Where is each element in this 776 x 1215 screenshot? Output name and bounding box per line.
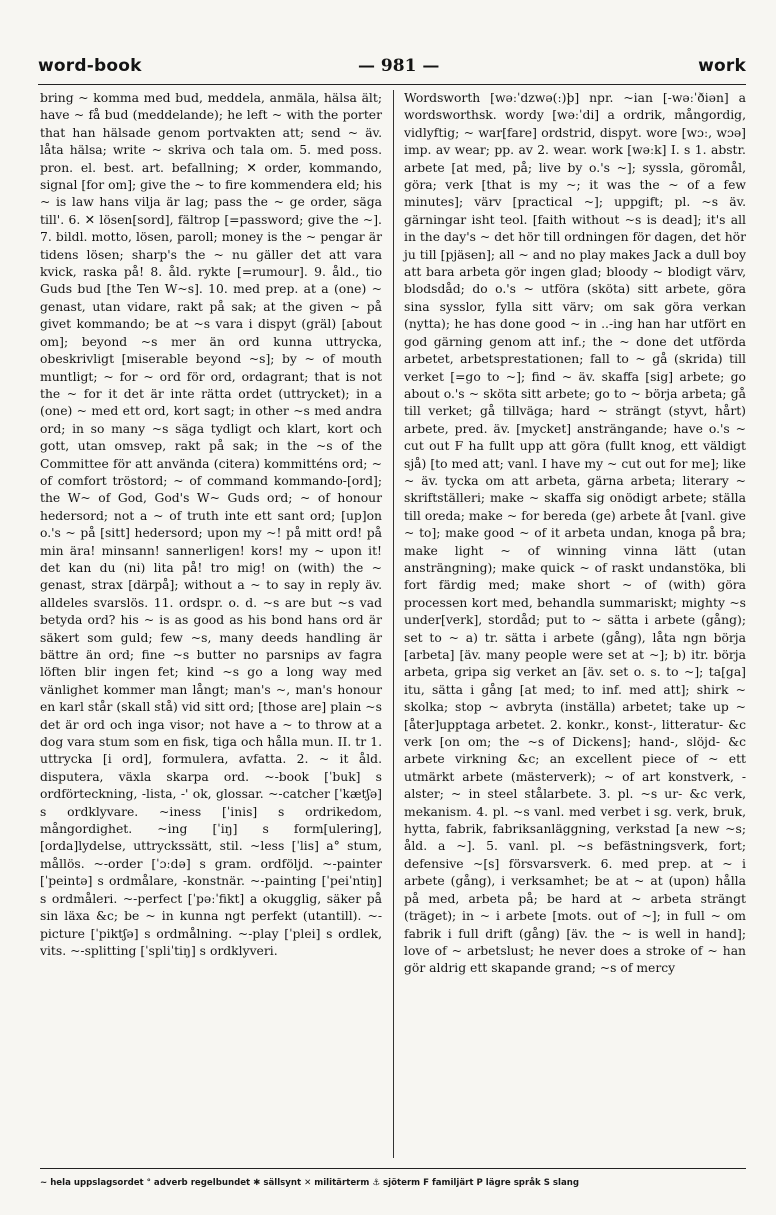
legend-text: ~ hela uppslagsordet ° adverb regelbundet ✱ sällsynt ✕ militärterm ⚓ sjöterm F familjärt P lägre språk S slang xyxy=(40,1178,580,1188)
left-column-text: bring ~ komma med bud, meddela, anmäla, hälsa ält; have ~ få bud (meddelande); he left ~ with the porter that han hälsade genom portvakten att; send ~ äv. låta hälsa; write ~ skriva och tala om. 5. med poss. pron. el. best. art. befallning; ✕ order, kommando, signal [for om]; give the ~ to fire kommendera eld; his ~ is law hans vilja är lag; pass the ~ ge order, säga till'. 6. ✕ lösen[sord], fältrop [=password; give the ~]. 7. bildl. motto, lösen, paroll; money is the ~ pengar är tidens lösen; sharp's the ~ nu gäller det att vara kvick, raska på! 8. åld. rykte [=rumour]. 9. åld., tio Guds bud [the Ten W~s]. 10. med prep. at a (one) ~ genast, utan vidare, rakt på sak; at the given ~ på givet kommando; be at ~s vara i dispyt (gräl) [about om]; beyond ~s mer än ord kunna uttrycka, obeskrivligt [miserable beyond ~s]; by ~ of mouth muntligt; ~ for ~ ord för ord, ordagrant; that is not the ~ for it det är inte rätta ordet (uttrycket); in a (one) ~ med ett ord, kort sagt; in other ~s med andra ord; in so many ~s säga tydligt och klart, kort och gott, utan omsvep, rakt på sak; in the ~s of the Committee för att använda (citera) kommitténs ord; ~ of comfort tröstord; ~ of command kommando-[ord]; the W~ of God, God's W~ Guds ord; ~ of honour hedersord; not a ~ of truth inte ett sant ord; [up]on o.'s ~ på [sitt] hedersord; upon my ~! på mitt ord! på min ära! minsann! sannerligen! kors! my ~ upon it! det kan du (ni) lita på! tro mig! on (with) the ~ genast, strax [därpå]; without a ~ to say in reply äv. alldeles svarslös. 11. ordspr. o. d. ~s are but ~s vad betyda ord? his ~ is as good as his bond hans ord är säkert som guld; few ~s, many deeds handling är bättre än ord; fine ~s butter no parsnips av fagra löften blir ingen fet; kind ~s go a long way med vänlighet kommer man långt; man's ~, man's honour en karl står (skall stå) vid sitt ord; [those are] plain ~s det är ord och inga visor; not have a ~ to throw at a dog vara stum som en fisk, tiga och hålla mun. II. tr 1. uttrycka [i ord], formulera, avfatta. 2. ~ it åld. disputera, växla skarpa ord. ~-book [ˈbuk] s ordförteckning, -lista, -' ok, glossar. ~-catcher [ˈkætʃə] s ordklyvare. ~iness [ˈinis] s ordrikedom, mångordighet. ~ing [ˈiŋ] s form[ulering], [orda]lydelse, uttryckssätt, stil. ~less [ˈlis] a° stum, mållös. ~-order [ˈɔːdə] s gram. ordföljd. ~-painter [ˈpeintə] s ordmålare, -konstnär. ~-painting [ˈpeiˈntiŋ] s ordmåleri. ~-perfect [ˈpəːˈfikt] a okugglig, säker på sin läxa &c; be ~ in kunna ngt perfekt (utantill). ~-picture [ˈpiktʃə] s ordmålning. ~-play [ˈplei] s ordlek, vits. ~-splitting [ˈspliˈtiŋ] s ordklyveri. xyxy=(40,91,382,958)
page-number: — 981 — xyxy=(358,56,440,76)
left-guide-word: word-book xyxy=(38,56,142,76)
abbreviation-legend xyxy=(40,1168,746,1197)
right-column xyxy=(393,90,746,1158)
left-column xyxy=(40,90,393,1158)
text-columns xyxy=(40,90,746,1158)
page-header xyxy=(38,48,746,85)
right-guide-word: work xyxy=(698,56,746,76)
right-column-text: Wordsworth [wəːˈdzwə(ː)þ] npr. ~ian [-wəːˈðiən] a wordsworthsk. wordy [wəːˈdi] a ordrik, mångordig, vidlyftig; ~ war[fare] ordstrid, dispyt. wore [wɔː, wɔə] imp. av wear; pp. av 2. wear. work [wəːk] I. s 1. abstr. arbete [at med, på; live by o.'s ~]; syssla, göromål, göra; verk [that is my ~; it was the ~ of a few minutes]; värv [practical ~]; uppgift; pl. ~s äv. gärningar isht teol. [faith without ~s is dead]; it's all in the day's ~ det hör till ordningen för dagen, det hör ju till [pjäsen]; all ~ and no play makes Jack a dull boy att bara arbeta gör ingen glad; bloody ~ blodigt värv, blodsdåd; do o.'s ~ utföra (sköta) sitt arbete, göra sina sysslor, fylla sitt värv; om sak göra verkan (nytta); he has done good ~ in ..-ing han har utfört en god gärning genom att inf.; the ~ done det utförda arbetet, arbetsprestationen; fall to ~ gå (skrida) till verket [=go to ~]; find ~ äv. skaffa [sig] arbete; go about o.'s ~ sköta sitt arbete; go to ~ börja arbeta; gå till verket; gå tillväga; hard ~ strängt (styvt, hårt) arbete, pred. äv. [mycket] ansträngande; have o.'s ~ cut out F ha fullt upp att göra (fullt knog, ett väldigt sjå) [to med att; vanl. I have my ~ cut out for me]; like ~ äv. tycka om att arbeta, gärna arbeta; literary ~ skriftställeri; make ~ skaffa sig onödigt arbete; ställa till oreda; make ~ for bereda (ge) arbete åt [vanl. give ~ to]; make good ~ of it arbeta undan, knoga på bra; make light ~ of winning vinna lätt (utan ansträngning); make quick ~ of raskt undanstöka, bli fort färdig med; make short ~ of (with) göra processen kort med, behandla summariskt; mighty ~s under[verk], stordåd; put to ~ sätta i arbete (gång); set to ~ a) tr. sätta i arbete (gång), låta ngn börja [arbeta] [äv. many people were set at ~]; b) itr. börja arbeta, gripa sig verket an [äv. set o. s. to ~]; ta[ga] itu, sätta i gång [at med; to inf. med att]; shirk ~ skolka; stop ~ avbryta (inställa) arbetet; take up ~ [åter]upptaga arbetet. 2. konkr., konst-, litteratur- &c verk [on om; the ~s of Dickens]; hand-, slöjd- &c arbete virkning &c; an excellent piece of ~ ett utmärkt arbete (mästerverk); ~ of art konstverk, -alster; ~ in steel stålarbete. 3. pl. ~s ur- &c verk, mekanism. 4. pl. ~s vanl. med verbet i sg. verk, bruk, hytta, fabrik, fabriksanläggning, verkstad [a new ~s; åld. a ~]. 5. vanl. pl. ~s befästningsverk, fort; defensive ~[s] försvarsverk. 6. med prep. at ~ i arbete (gång), i verksamhet; be at ~ at (upon) hålla på med, arbeta på; be hard at ~ arbeta strängt (träget); in ~ i arbete [mots. out of ~]; in full ~ om fabrik i full drift (gång) [äv. the ~ is well in hand]; love of ~ arbetslust; he never does a stroke of ~ han gör aldrig ett skapande grand; ~s of mercy xyxy=(404,91,746,976)
